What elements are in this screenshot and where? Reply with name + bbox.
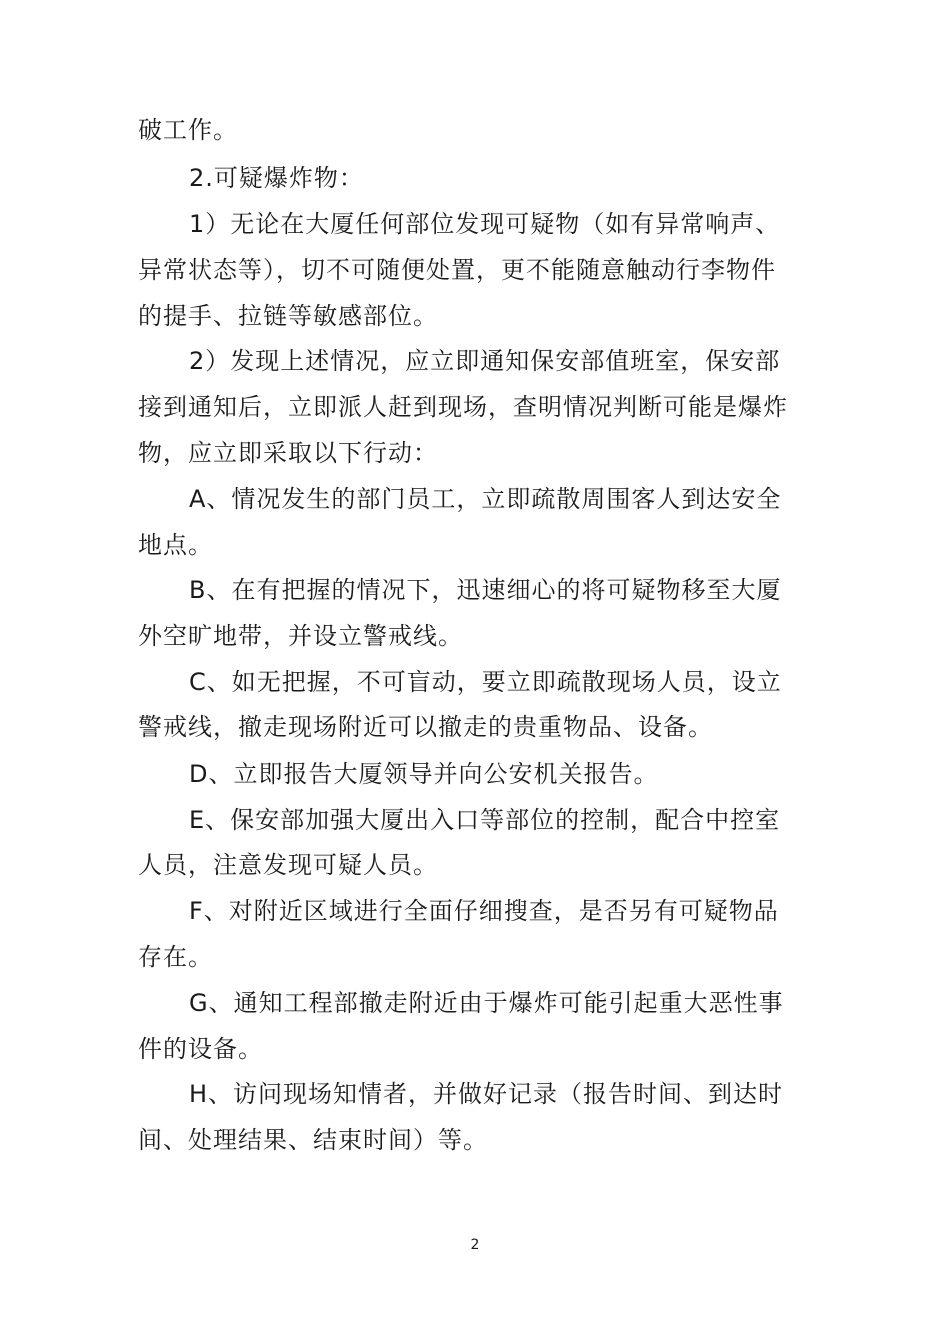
section-heading: 2.可疑爆炸物： bbox=[189, 164, 364, 192]
text-line: 外空旷地带，并设立警戒线。 bbox=[138, 622, 463, 650]
text-line: 警戒线，撤走现场附近可以撤走的贵重物品、设备。 bbox=[138, 713, 713, 741]
text-line: 存在。 bbox=[138, 943, 213, 971]
text-line: 物，应立即采取以下行动： bbox=[138, 439, 438, 467]
text-line: 接到通知后，立即派人赶到现场，查明情况判断可能是爆炸 bbox=[138, 393, 788, 421]
text-line: 2）发现上述情况，应立即通知保安部值班室，保安部 bbox=[189, 347, 781, 375]
text-line: A、情况发生的部门员工，立即疏散周围客人到达安全 bbox=[189, 485, 782, 513]
text-line: 的提手、拉链等敏感部位。 bbox=[138, 302, 438, 330]
text-line: G、通知工程部撤走附近由于爆炸可能引起重大恶性事 bbox=[189, 989, 784, 1017]
text-line: D、立即报告大厦领导并向公安机关报告。 bbox=[189, 760, 659, 788]
text-line: B、在有把握的情况下，迅速细心的将可疑物移至大厦 bbox=[189, 576, 782, 604]
text-line: 异常状态等），切不可随便处置，更不能随意触动行李物件 bbox=[138, 256, 776, 284]
page-number: 2 bbox=[470, 1237, 480, 1253]
text-line: F、对附近区域进行全面仔细搜查，是否另有可疑物品 bbox=[189, 897, 779, 925]
text-line: C、如无把握，不可盲动，要立即疏散现场人员，设立 bbox=[189, 668, 782, 696]
text-line: 地点。 bbox=[138, 531, 213, 559]
text-line: H、访问现场知情者，并做好记录（报告时间、到达时 bbox=[189, 1080, 784, 1108]
text-line: 破工作。 bbox=[138, 116, 238, 144]
text-line: E、保安部加强大厦出入口等部位的控制，配合中控室 bbox=[189, 806, 781, 834]
text-line: 件的设备。 bbox=[138, 1035, 263, 1063]
text-line: 1）无论在大厦任何部位发现可疑物（如有异常响声、 bbox=[189, 210, 781, 238]
text-line: 间、处理结果、结束时间）等。 bbox=[138, 1126, 488, 1154]
text-line: 人员，注意发现可疑人员。 bbox=[138, 851, 438, 879]
